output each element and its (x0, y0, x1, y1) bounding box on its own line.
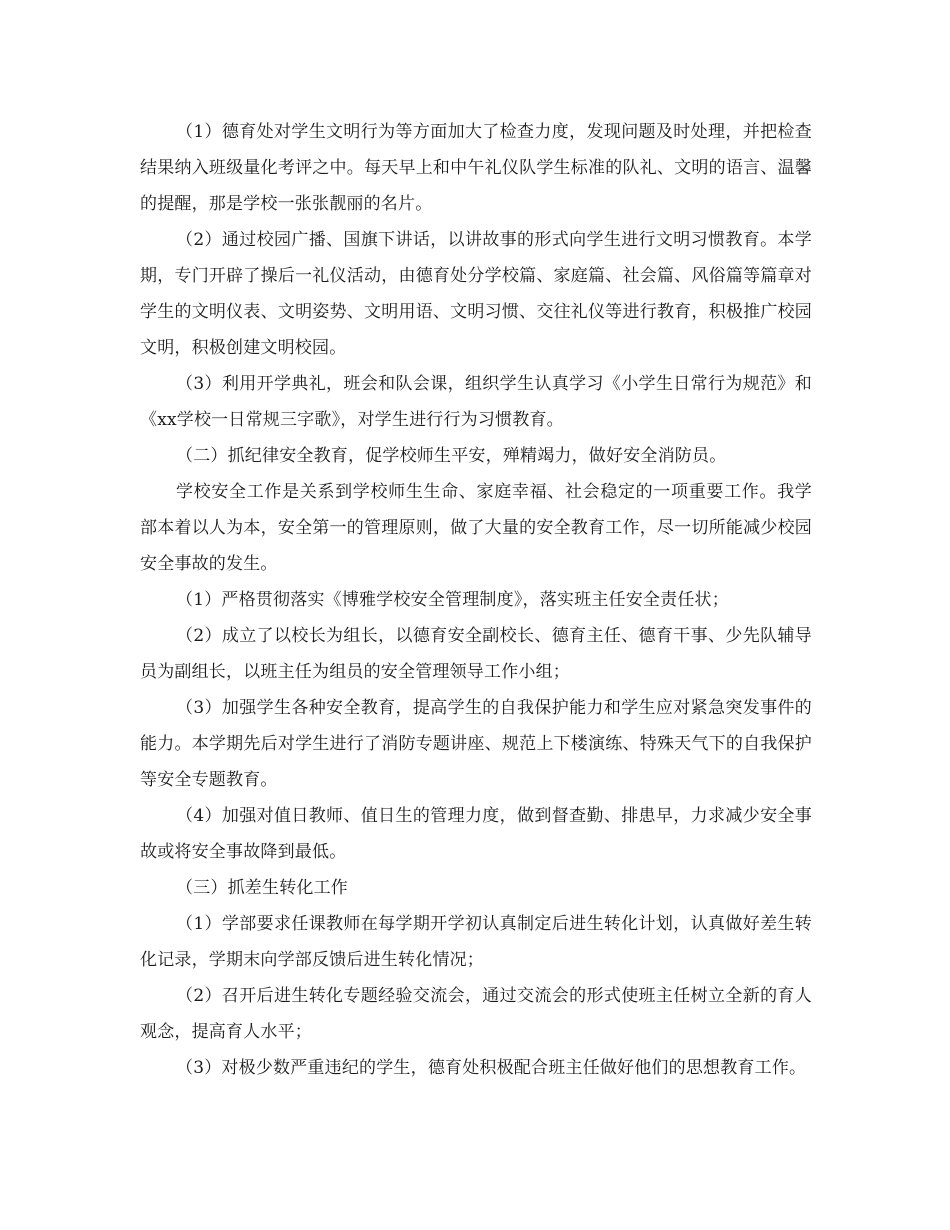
document-body (140, 114, 812, 1086)
paragraph-safety-policy: （1）严格贯彻落实《博雅学校安全管理制度》，落实班主任安全责任状； (176, 590, 729, 610)
paragraph-opening-ceremony: （3）利用开学典礼，班会和队会课，组织学生认真学习《小学生日常行为规范》和《xx学校一日常规三字歌》，对学生进行行为习惯教育。 (140, 374, 812, 430)
paragraph-experience-exchange: （2）召开后进生转化专题经验交流会，通过交流会的形式使班主任树立全新的育人观念，提高育人水平； (140, 986, 812, 1042)
paragraph-transformation-plan: （1）学部要求任课教师在每学期开学初认真制定后进生转化计划，认真做好差生转化记录，学期末向学部反馈后进生转化情况； (140, 914, 812, 970)
paragraph-duty-management: （4）加强对值日教师、值日生的管理力度，做到督查勤、排患早，力求减少安全事故或将安全事故降到最低。 (140, 806, 812, 862)
paragraph-civility-inspection: （1）德育处对学生文明行为等方面加大了检查力度，发现问题及时处理，并把检查结果纳入班级量化考评之中。每天早上和中午礼仪队学生标准的队礼、文明的语言、温馨的提醒，那是学校一张张靓丽的名片。 (140, 122, 812, 214)
section-heading-student-transformation: （三）抓差生转化工作 (176, 878, 348, 898)
paragraph-safety-intro: 学校安全工作是关系到学校师生生命、家庭幸福、社会稳定的一项重要工作。我学部本着以人为本，安全第一的管理原则，做了大量的安全教育工作，尽一切所能减少校园安全事故的发生。 (140, 482, 812, 574)
paragraph-safety-team: （2）成立了以校长为组长，以德育安全副校长、德育主任、德育干事、少先队辅导员为副组长，以班主任为组员的安全管理领导工作小组； (140, 626, 812, 682)
paragraph-safety-education: （3）加强学生各种安全教育，提高学生的自我保护能力和学生应对紧急突发事件的能力。本学期先后对学生进行了消防专题讲座、规范上下楼演练、特殊天气下的自我保护等安全专题教育。 (140, 698, 812, 790)
paragraph-civility-broadcast: （2）通过校园广播、国旗下讲话，以讲故事的形式向学生进行文明习惯教育。本学期，专门开辟了操后一礼仪活动，由德育处分学校篇、家庭篇、社会篇、风俗篇等篇章对学生的文明仪表、文明姿势、文明用语、文明习惯、交往礼仪等进行教育，积极推广校园文明，积极创建文明校园。 (140, 230, 812, 358)
paragraph-discipline-students: （3）对极少数严重违纪的学生，德育处积极配合班主任做好他们的思想教育工作。 (176, 1058, 807, 1078)
section-heading-safety: （二）抓纪律安全教育，促学校师生平安，殚精竭力，做好安全消防员。 (176, 446, 727, 466)
